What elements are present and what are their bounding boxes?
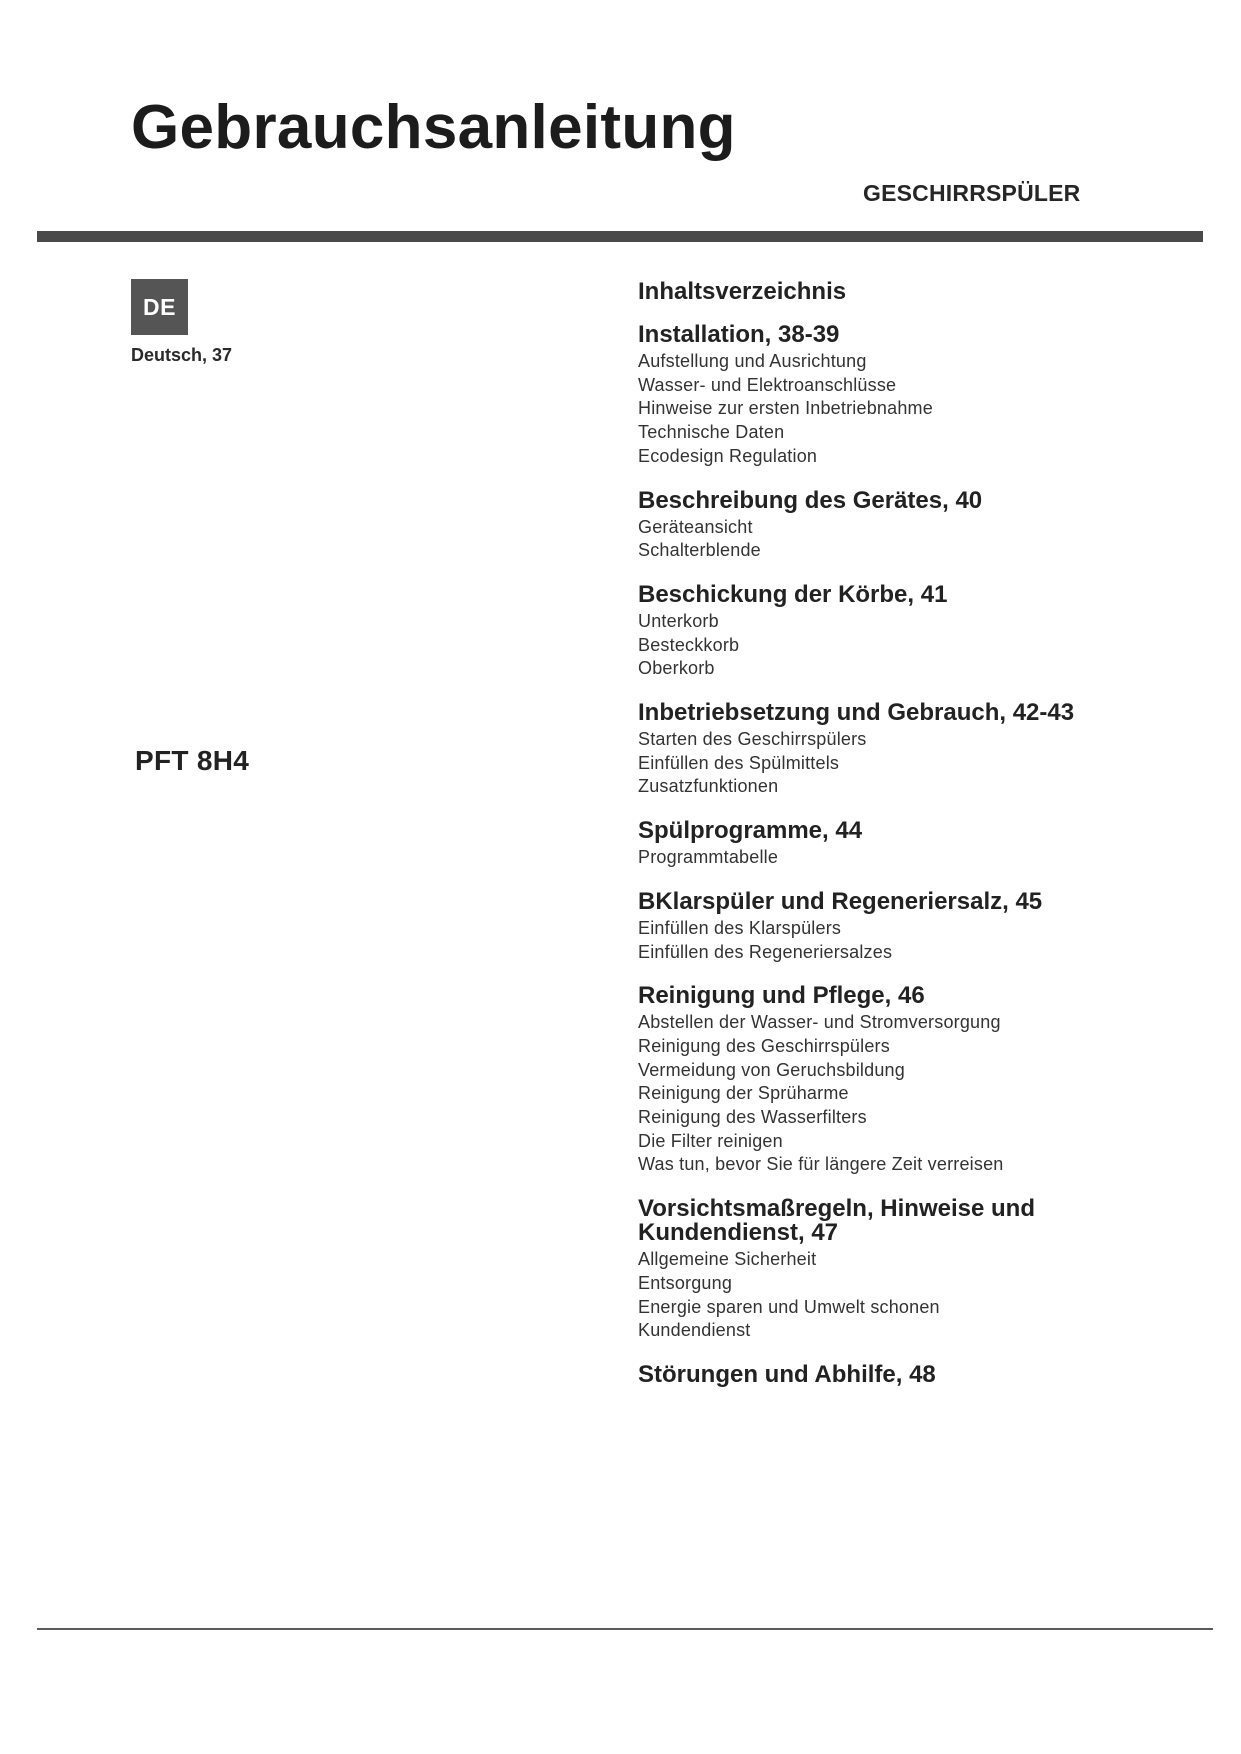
toc-section-title: Inbetriebsetzung und Gebrauch, 42-43 [638, 699, 1075, 727]
toc-section-rinse-aid-salt [638, 887, 1198, 964]
toc-item: Reinigung der Sprüharme [638, 1083, 849, 1104]
toc-section-description [638, 486, 1198, 563]
toc-section-safety-service [638, 1197, 1198, 1343]
toc-item: Kundendienst [638, 1320, 751, 1341]
toc-item: Die Filter reinigen [638, 1130, 783, 1151]
language-page-reference: Deutsch, 37 [131, 345, 233, 365]
toc-item: Schalterblende [638, 540, 761, 561]
toc-item: Ecodesign Regulation [638, 445, 818, 466]
header-divider [37, 231, 1203, 242]
language-badge: DE [131, 279, 188, 335]
toc-item: Unterkorb [638, 610, 719, 631]
toc-item: Energie sparen und Umwelt schonen [638, 1296, 940, 1317]
toc-item: Besteckkorb [638, 634, 740, 655]
table-of-contents [638, 277, 1198, 1407]
toc-section-troubleshooting [638, 1360, 1198, 1388]
toc-section-installation [638, 323, 1198, 469]
product-type: GESCHIRRSPÜLER [863, 180, 1081, 206]
toc-item: Entsorgung [638, 1272, 733, 1293]
toc-item: Reinigung des Wasserfilters [638, 1107, 867, 1128]
toc-section-title: Vorsichtsmaßregeln, Hinweise und Kundendienst, 47 [638, 1195, 1035, 1247]
toc-item: Hinweise zur ersten Inbetriebnahme [638, 398, 933, 419]
toc-section-operation [638, 701, 1198, 799]
toc-item: Starten des Geschirrspülers [638, 729, 867, 750]
toc-item: Reinigung des Geschirrspülers [638, 1035, 890, 1056]
toc-section-title: Reinigung und Pflege, 46 [638, 982, 925, 1010]
toc-section-title: Beschickung der Körbe, 41 [638, 580, 948, 608]
toc-item: Oberkorb [638, 658, 715, 679]
toc-item: Technische Daten [638, 422, 785, 443]
toc-item: Einfüllen des Spülmittels [638, 752, 840, 773]
toc-item: Was tun, bevor Sie für längere Zeit verreisen [638, 1154, 1004, 1175]
toc-section-title: Spülprogramme, 44 [638, 817, 863, 845]
toc-section-cleaning [638, 984, 1198, 1177]
toc-item: Einfüllen des Klarspülers [638, 917, 842, 938]
toc-item: Vermeidung von Geruchsbildung [638, 1059, 905, 1080]
toc-section-title: Störungen und Abhilfe, 48 [638, 1360, 936, 1388]
toc-item: Programmtabelle [638, 847, 779, 868]
toc-item: Geräteansicht [638, 516, 753, 537]
toc-item: Aufstellung und Ausrichtung [638, 351, 867, 371]
toc-item: Wasser- und Elektroanschlüsse [638, 374, 897, 395]
toc-item: Zusatzfunktionen [638, 776, 779, 797]
toc-item: Einfüllen des Regeneriersalzes [638, 941, 893, 962]
toc-section-programs [638, 819, 1198, 870]
toc-section-title: Beschreibung des Gerätes, 40 [638, 486, 983, 514]
toc-heading: Inhaltsverzeichnis [638, 278, 847, 305]
model-number: PFT 8H4 [135, 745, 250, 776]
document-title: Gebrauchsanleitung [131, 93, 736, 162]
toc-item: Abstellen der Wasser- und Stromversorgung [638, 1012, 1001, 1033]
footer-divider [37, 1628, 1213, 1630]
toc-section-title: Installation, 38-39 [638, 321, 840, 348]
toc-section-baskets [638, 580, 1198, 681]
toc-section-title: BKlarspüler und Regeneriersalz, 45 [638, 887, 1043, 915]
toc-item: Allgemeine Sicherheit [638, 1249, 817, 1270]
